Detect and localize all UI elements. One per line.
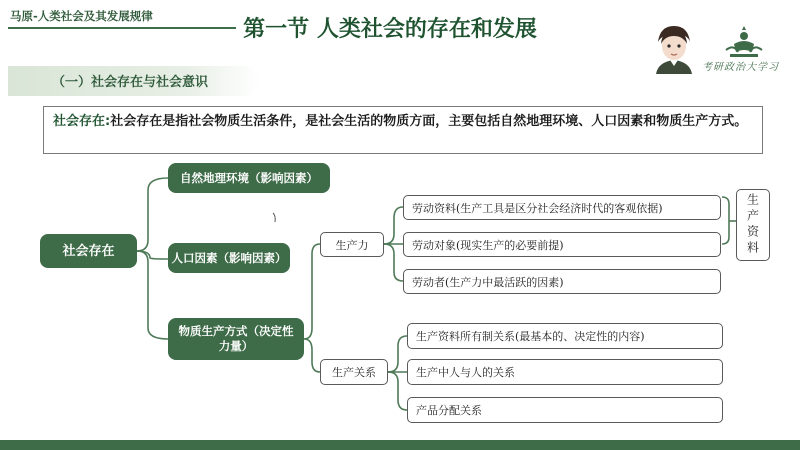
page-title: 第一节 人类社会的存在和发展 [243, 16, 537, 42]
definition-key: 社会存在: [53, 114, 111, 129]
node-relations-of-production: 生产关系 [320, 359, 388, 385]
node-distribution-relation: 产品分配关系 [407, 397, 723, 423]
node-ownership-relation: 生产资料所有制关系(最基本的、决定性的内容) [407, 323, 723, 349]
node-labor-means: 劳动资料(生产工具是区分社会经济时代的客观依据) [403, 195, 721, 220]
brand-text: 考研政治大学习 [702, 62, 779, 73]
node-means-of-production [736, 189, 770, 261]
node-interpersonal-relation: 生产中人与人的关系 [407, 359, 723, 385]
bottom-bar [0, 440, 800, 450]
node-social-existence: 社会存在 [40, 234, 137, 268]
node-laborer: 劳动者(生产力中最活跃的因素) [403, 269, 721, 294]
node-factor-production-mode: 物质生产方式（决定性力量） [168, 318, 304, 360]
section-title: （一）社会存在与社会意识 [52, 75, 209, 90]
node-labor-object: 劳动对象(现实生产的必要前提) [403, 232, 721, 257]
definition-body: 社会存在是指社会物质生活条件，是社会生活的物质方面，主要包括自然地理环境、人口因素和物质生产方式。 [110, 114, 748, 129]
means-of-production-label: 生产资料 [745, 193, 760, 257]
node-productive-forces: 生产力 [320, 232, 384, 257]
node-factor-geography: 自然地理环境（影响因素） [168, 163, 330, 193]
course-title: 马原-人类社会及其发展规律 [10, 9, 153, 23]
node-factor-population: 人口因素（影响因素） [168, 243, 290, 273]
